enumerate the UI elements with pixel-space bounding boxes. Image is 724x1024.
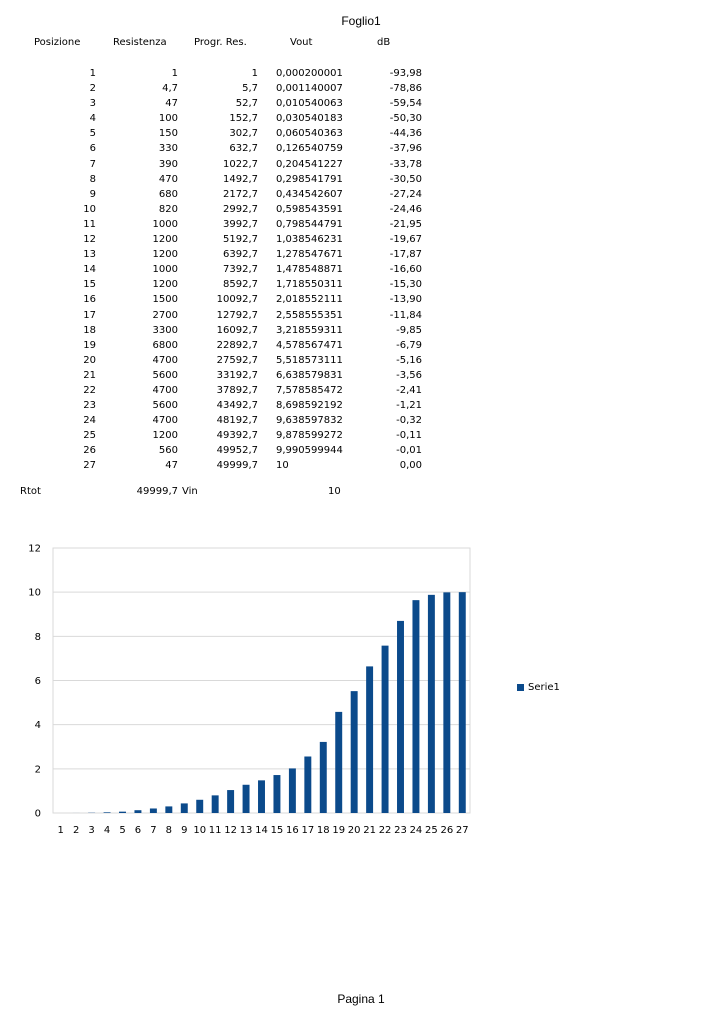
- table-row: [0, 323, 724, 338]
- bar: [134, 810, 141, 813]
- bar: [165, 806, 172, 813]
- x-tick-label: 27: [455, 825, 469, 836]
- cell-db: -11,84: [389, 309, 422, 321]
- cell-progr-res: 49392,7: [216, 430, 258, 442]
- y-tick-label: 8: [34, 631, 41, 643]
- cell-posizione: 17: [83, 309, 96, 321]
- cell-vout: 1,478548871: [276, 264, 343, 276]
- cell-posizione: 12: [83, 234, 96, 246]
- cell-posizione: 3: [89, 98, 96, 110]
- table-row: [0, 368, 724, 383]
- cell-vout: 0,204541227: [276, 158, 343, 170]
- x-tick-label: 7: [150, 825, 157, 836]
- table-row: [0, 443, 724, 458]
- cell-resistenza: 1000: [152, 218, 178, 230]
- x-tick-label: 14: [255, 825, 268, 836]
- cell-resistenza: 820: [158, 203, 178, 215]
- x-tick-label: 22: [378, 825, 392, 836]
- x-tick-label: 16: [286, 825, 299, 836]
- cell-resistenza: 4700: [152, 384, 178, 396]
- table-row: [0, 353, 724, 368]
- page-footer: Pagina 1: [337, 992, 385, 1006]
- x-tick-label: 8: [165, 825, 173, 836]
- cell-posizione: 14: [83, 264, 96, 276]
- cell-db: -30,50: [389, 173, 422, 185]
- cell-vout: 1,718550311: [276, 279, 343, 291]
- vin-label: Vin: [182, 486, 198, 497]
- cell-db: -37,96: [389, 143, 422, 155]
- x-tick-label: 23: [394, 825, 407, 836]
- cell-progr-res: 632,7: [229, 143, 258, 155]
- bar: [443, 592, 450, 813]
- cell-vout: 0,000200001: [276, 68, 343, 79]
- bar: [273, 775, 280, 813]
- x-tick-label: 21: [363, 825, 376, 836]
- table-row: [0, 428, 724, 443]
- cell-progr-res: 52,7: [235, 98, 258, 110]
- table-row: [0, 157, 724, 172]
- cell-db: -13,90: [389, 294, 422, 306]
- bar: [335, 712, 342, 813]
- cell-posizione: 19: [83, 339, 96, 351]
- cell-posizione: 22: [83, 384, 96, 396]
- cell-db: -0,11: [396, 430, 422, 442]
- cell-progr-res: 49952,7: [216, 445, 258, 457]
- cell-db: -6,79: [396, 339, 422, 351]
- cell-resistenza: 470: [158, 173, 178, 185]
- cell-progr-res: 33192,7: [216, 369, 258, 381]
- bar: [320, 742, 327, 813]
- x-tick-label: 1: [57, 825, 64, 836]
- x-tick-label: 17: [301, 825, 315, 836]
- cell-resistenza: 1000: [152, 264, 178, 276]
- bar: [397, 621, 404, 813]
- x-tick-label: 10: [193, 825, 207, 836]
- cell-vout: 0,798544791: [276, 218, 343, 230]
- cell-resistenza: 100: [158, 113, 178, 125]
- cell-resistenza: 4700: [152, 354, 178, 366]
- x-tick-label: 4: [103, 825, 111, 836]
- cell-resistenza: 4,7: [162, 83, 178, 95]
- cell-vout: 9,990599944: [276, 445, 343, 457]
- chart: [20, 536, 580, 846]
- cell-progr-res: 48192,7: [216, 415, 258, 427]
- cell-vout: 3,218559311: [276, 324, 343, 336]
- cell-vout: 0,010540063: [276, 98, 343, 110]
- legend-swatch: [517, 684, 524, 691]
- cell-resistenza: 1200: [152, 279, 178, 291]
- x-tick-label: 6: [134, 825, 142, 836]
- cell-progr-res: 8592,7: [223, 279, 258, 291]
- legend-label: Serie1: [528, 682, 560, 693]
- bar: [196, 800, 203, 813]
- table-row: [0, 292, 724, 307]
- cell-vout: 1,038546231: [276, 234, 343, 246]
- bar: [243, 785, 250, 813]
- cell-resistenza: 1200: [152, 249, 178, 261]
- cell-vout: 5,518573111: [276, 354, 343, 366]
- table-row: [0, 217, 724, 232]
- y-tick-label: 6: [34, 676, 41, 687]
- cell-progr-res: 2992,7: [223, 203, 258, 215]
- cell-posizione: 15: [83, 279, 96, 291]
- cell-progr-res: 10092,7: [216, 294, 258, 306]
- cell-posizione: 23: [83, 400, 96, 412]
- cell-vout: 0,434542607: [276, 188, 343, 200]
- bar: [382, 646, 389, 813]
- x-tick-label: 5: [119, 825, 126, 836]
- bar: [181, 803, 188, 813]
- x-tick-label: 15: [270, 825, 284, 836]
- table-row: [0, 202, 724, 217]
- x-tick-label: 11: [208, 825, 222, 836]
- cell-progr-res: 5,7: [242, 83, 258, 95]
- cell-db: -19,67: [389, 234, 422, 246]
- y-tick-label: 4: [34, 720, 41, 732]
- cell-db: -33,78: [389, 158, 422, 170]
- cell-progr-res: 302,7: [229, 128, 258, 140]
- data-table: [0, 66, 724, 474]
- cell-resistenza: 3300: [152, 324, 178, 336]
- cell-resistenza: 2700: [152, 309, 178, 321]
- cell-posizione: 7: [89, 158, 96, 170]
- cell-posizione: 9: [89, 188, 96, 200]
- table-row: [0, 172, 724, 187]
- cell-posizione: 20: [83, 354, 96, 366]
- cell-vout: 0,030540183: [276, 113, 343, 125]
- bar: [366, 666, 373, 813]
- bar: [412, 600, 419, 813]
- table-row: [0, 308, 724, 323]
- cell-db: -78,86: [389, 83, 422, 95]
- x-tick-label: 9: [181, 825, 188, 836]
- x-tick-label: 20: [347, 825, 361, 836]
- header-posizione: Posizione: [34, 37, 81, 48]
- cell-db: -21,95: [389, 218, 422, 230]
- cell-db: -27,24: [389, 188, 422, 200]
- cell-vout: 0,001140007: [276, 83, 343, 95]
- cell-resistenza: 330: [158, 143, 178, 155]
- table-row: [0, 398, 724, 413]
- chart-legend: [517, 682, 560, 693]
- cell-resistenza: 47: [165, 98, 178, 110]
- cell-vout: 0,060540363: [276, 128, 343, 140]
- table-row: [0, 81, 724, 96]
- cell-db: -0,01: [396, 445, 422, 457]
- cell-posizione: 24: [83, 415, 96, 427]
- cell-resistenza: 6800: [152, 339, 178, 351]
- cell-db: -3,56: [396, 369, 422, 381]
- y-tick-label: 0: [34, 808, 41, 820]
- bar: [351, 691, 358, 813]
- bar: [104, 812, 111, 813]
- x-tick-label: 24: [409, 825, 423, 836]
- rtot-label: Rtot: [20, 486, 41, 497]
- cell-posizione: 11: [83, 218, 96, 230]
- cell-posizione: 5: [89, 128, 96, 140]
- cell-posizione: 18: [83, 324, 96, 336]
- cell-resistenza: 560: [158, 445, 178, 457]
- table-row: [0, 187, 724, 202]
- cell-db: -16,60: [389, 264, 422, 276]
- cell-resistenza: 4700: [152, 415, 178, 427]
- cell-progr-res: 16092,7: [216, 324, 258, 336]
- bar: [150, 808, 157, 813]
- cell-progr-res: 12792,7: [216, 309, 258, 321]
- cell-db: -44,36: [389, 128, 422, 140]
- table-row: [0, 277, 724, 292]
- x-tick-label: 26: [440, 825, 454, 836]
- cell-progr-res: 5192,7: [223, 234, 258, 246]
- header-db: dB: [377, 37, 391, 48]
- cell-db: -17,87: [389, 249, 422, 261]
- cell-posizione: 16: [83, 294, 96, 306]
- table-row: [0, 126, 724, 141]
- cell-posizione: 8: [89, 173, 96, 185]
- cell-posizione: 2: [89, 83, 96, 95]
- cell-resistenza: 5600: [152, 369, 178, 381]
- table-row: [0, 247, 724, 262]
- cell-vout: 6,638579831: [276, 369, 343, 381]
- cell-vout: 0,126540759: [276, 143, 343, 155]
- vin-value: 10: [328, 486, 341, 497]
- x-tick-label: 19: [332, 825, 346, 836]
- cell-vout: 0,598543591: [276, 203, 343, 215]
- cell-posizione: 25: [83, 430, 96, 442]
- cell-progr-res: 22892,7: [216, 339, 258, 351]
- rtot-value: 49999,7: [136, 486, 178, 497]
- cell-posizione: 21: [83, 369, 96, 381]
- cell-resistenza: 390: [158, 158, 178, 170]
- cell-progr-res: 2172,7: [223, 188, 258, 200]
- cell-vout: 4,578567471: [276, 339, 343, 351]
- cell-progr-res: 43492,7: [216, 400, 258, 412]
- y-tick-label: 10: [28, 587, 41, 599]
- header-progr-res: Progr. Res.: [194, 37, 247, 48]
- cell-progr-res: 49999,7: [216, 460, 258, 472]
- cell-vout: 7,578585472: [276, 384, 343, 396]
- y-tick-label: 2: [34, 764, 41, 776]
- cell-vout: 2,018552111: [276, 294, 343, 306]
- header-resistenza: Resistenza: [113, 37, 167, 48]
- cell-vout: 9,638597832: [276, 415, 343, 427]
- bar: [119, 812, 126, 813]
- cell-db: -2,41: [396, 384, 422, 396]
- bar: [304, 756, 311, 813]
- x-tick-label: 13: [239, 825, 253, 836]
- cell-posizione: 6: [89, 143, 96, 155]
- cell-vout: 0,298541791: [276, 173, 343, 185]
- table-row: [0, 262, 724, 277]
- cell-db: -50,30: [389, 113, 422, 125]
- cell-posizione: 1: [89, 68, 96, 79]
- bar: [227, 790, 234, 813]
- cell-posizione: 26: [83, 445, 96, 457]
- cell-resistenza: 47: [165, 460, 178, 472]
- cell-progr-res: 3992,7: [223, 218, 258, 230]
- bar: [289, 768, 296, 813]
- cell-db: -0,32: [396, 415, 422, 427]
- cell-vout: 1,278547671: [276, 249, 343, 261]
- cell-posizione: 4: [89, 113, 96, 125]
- cell-progr-res: 1022,7: [223, 158, 258, 170]
- bar: [258, 780, 265, 813]
- cell-progr-res: 37892,7: [216, 384, 258, 396]
- cell-posizione: 13: [83, 249, 96, 261]
- y-tick-label: 12: [28, 543, 41, 555]
- table-row: [0, 383, 724, 398]
- cell-db: 0,00: [399, 460, 422, 472]
- cell-db: -59,54: [389, 98, 422, 110]
- bar: [212, 795, 219, 813]
- table-row: [0, 141, 724, 156]
- cell-db: -24,46: [389, 203, 422, 215]
- cell-progr-res: 1492,7: [223, 173, 258, 185]
- chart-svg: [20, 536, 580, 846]
- table-row: [0, 66, 724, 81]
- cell-progr-res: 27592,7: [216, 354, 258, 366]
- cell-vout: 2,558555351: [276, 309, 343, 321]
- table-row: [0, 338, 724, 353]
- cell-db: -15,30: [389, 279, 422, 291]
- cell-progr-res: 7392,7: [223, 264, 258, 276]
- cell-vout: 9,878599272: [276, 430, 343, 442]
- table-row: [0, 232, 724, 247]
- cell-resistenza: 1: [171, 68, 178, 79]
- cell-resistenza: 1200: [152, 430, 178, 442]
- cell-posizione: 10: [83, 203, 96, 215]
- x-tick-label: 3: [88, 825, 95, 836]
- table-row: [0, 96, 724, 111]
- cell-db: -93,98: [389, 68, 422, 79]
- cell-progr-res: 152,7: [229, 113, 258, 125]
- cell-progr-res: 1: [251, 68, 258, 79]
- cell-posizione: 27: [83, 460, 96, 472]
- x-tick-label: 18: [316, 825, 330, 836]
- x-tick-label: 25: [425, 825, 438, 836]
- bar: [428, 595, 435, 813]
- header-vout: Vout: [290, 37, 313, 48]
- cell-resistenza: 680: [158, 188, 178, 200]
- cell-resistenza: 5600: [152, 400, 178, 412]
- cell-resistenza: 1500: [152, 294, 178, 306]
- cell-db: -9,85: [396, 324, 422, 336]
- sheet-title: Foglio1: [341, 14, 381, 28]
- table-row: [0, 458, 724, 473]
- cell-progr-res: 6392,7: [223, 249, 258, 261]
- table-row: [0, 111, 724, 126]
- x-tick-label: 2: [72, 825, 80, 836]
- cell-resistenza: 1200: [152, 234, 178, 246]
- bar: [459, 592, 466, 813]
- cell-db: -5,16: [396, 354, 422, 366]
- cell-db: -1,21: [396, 400, 422, 412]
- cell-resistenza: 150: [158, 128, 178, 140]
- table-row: [0, 413, 724, 428]
- x-tick-label: 12: [224, 825, 237, 836]
- cell-vout: 8,698592192: [276, 400, 343, 412]
- cell-vout: 10: [276, 460, 289, 472]
